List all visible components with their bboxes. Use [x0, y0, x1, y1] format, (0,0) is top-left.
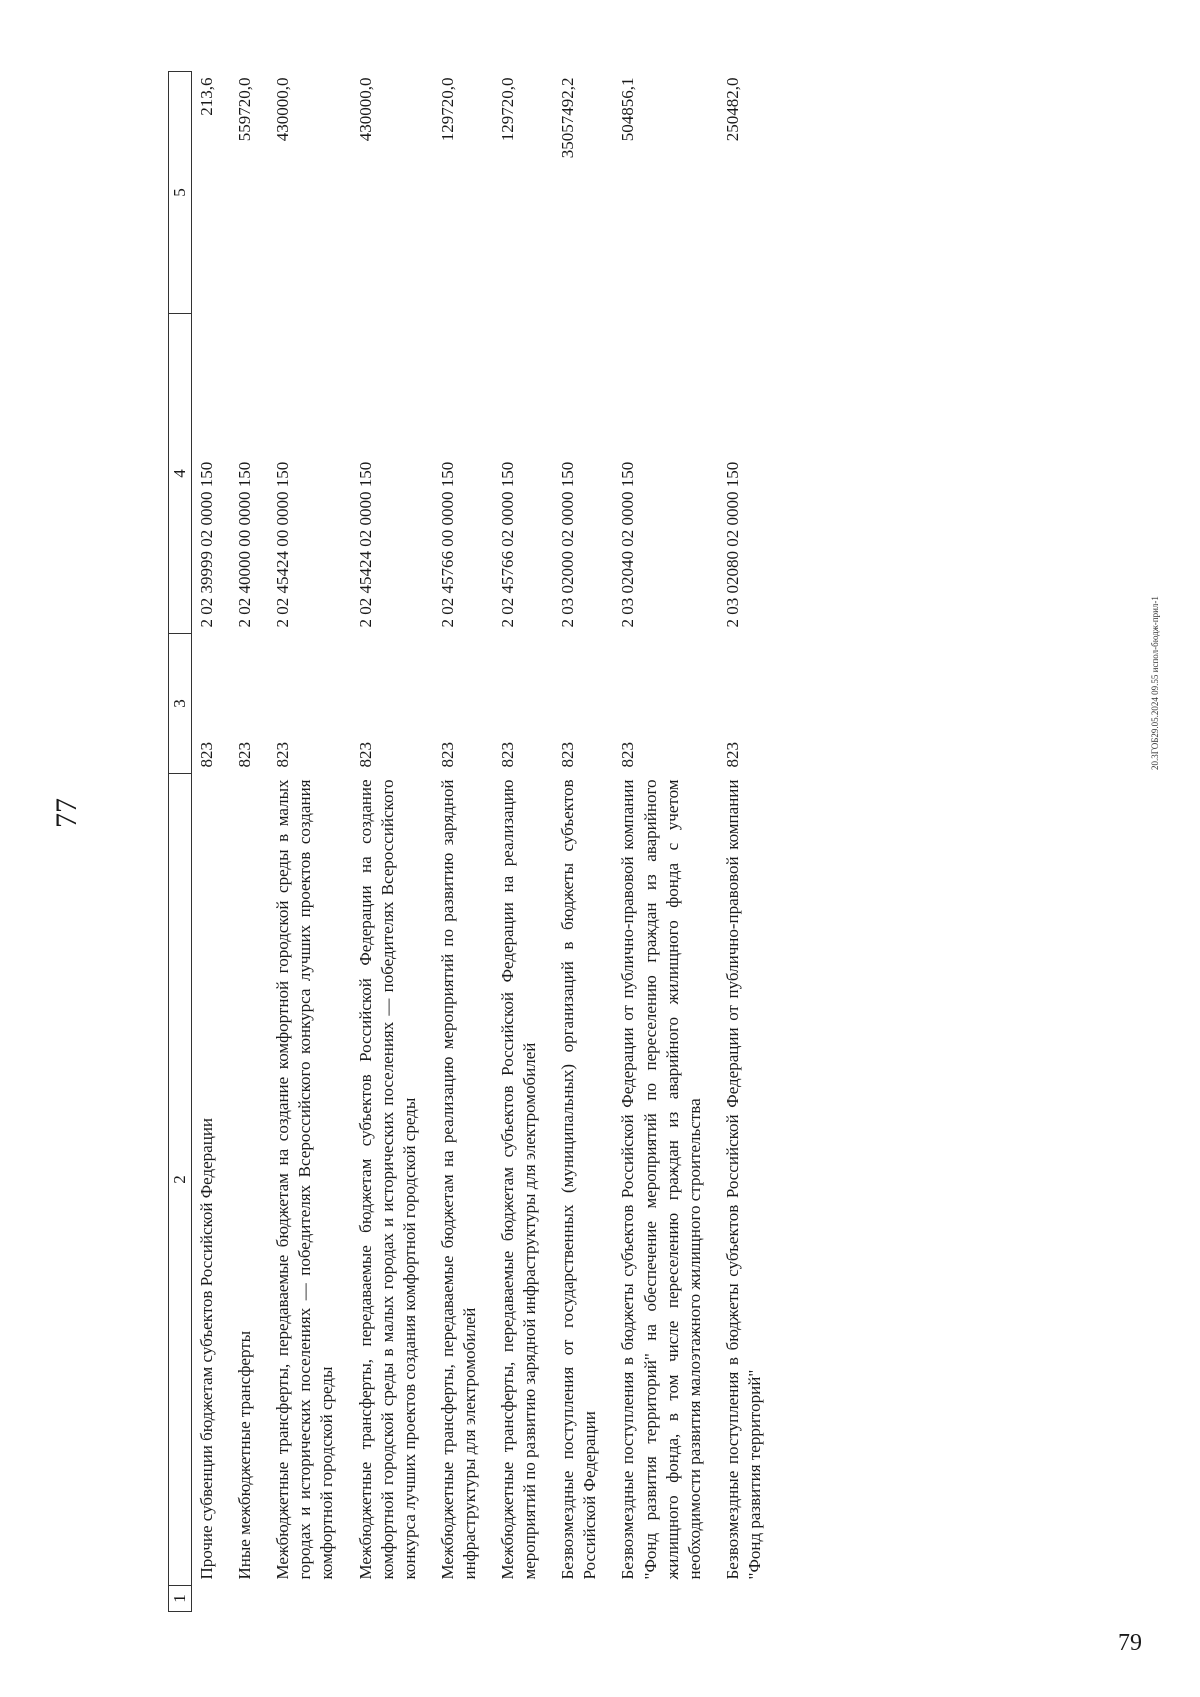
- amount-cell: 250482,0: [722, 77, 742, 142]
- budget-code-cell: 2 02 45766 00 0000 150: [437, 461, 457, 628]
- document-footer-code: 20.3ГОБ29.05.2024 09.55 испол-бюдж-прил-1: [1150, 596, 1160, 770]
- row-number-cell: [613, 1586, 717, 1612]
- row-number-cell: [433, 1586, 493, 1612]
- budget-table: [168, 71, 778, 1612]
- table-row: [268, 72, 350, 1612]
- table-row: [718, 72, 778, 1612]
- admin-code-cell: 823: [355, 742, 375, 768]
- amount-cell: 213,6: [197, 77, 217, 116]
- amount-cell: 430000,0: [355, 77, 375, 142]
- column-header-5: 5: [169, 72, 192, 314]
- budget-code-cell: 2 02 45424 00 0000 150: [273, 461, 293, 628]
- sheet-number: 79: [1118, 1630, 1142, 1656]
- budget-code-cell: 2 03 02040 02 0000 150: [618, 461, 638, 628]
- admin-code-cell: 823: [197, 742, 217, 768]
- table-header-row: [169, 72, 192, 1612]
- description-cell: Межбюджетные трансферты, передаваемые бюджетам субъектов Российской Федерации на реализацию мероприятий по развитию зарядной инфраструктуры для электромобилей: [498, 779, 540, 1580]
- description-cell: Безвозмездные поступления в бюджеты субъектов Российской Федерации от публично-правовой компании "Фонд развития территорий": [722, 779, 764, 1580]
- amount-cell: 129720,0: [437, 77, 457, 142]
- table-row: [351, 72, 433, 1612]
- description-cell: Межбюджетные трансферты, передаваемые бюджетам на реализацию мероприятий по развитию зарядной инфраструктуры для электромобилей: [437, 779, 479, 1580]
- admin-code-cell: 823: [498, 742, 518, 768]
- description-cell: Безвозмездные поступления от государственных (муниципальных) организаций в бюджеты субъектов Российской Федерации: [558, 779, 600, 1580]
- budget-table-container: [168, 72, 778, 1612]
- budget-code-cell: 2 03 02000 02 0000 150: [558, 461, 578, 628]
- budget-code-cell: 2 02 45766 02 0000 150: [498, 461, 518, 628]
- column-header-1: 1: [169, 1586, 192, 1612]
- admin-code-cell: 823: [722, 742, 742, 768]
- column-header-3: 3: [169, 634, 192, 774]
- description-cell: Межбюджетные трансферты, передаваемые бюджетам на создание комфортной городской среды в малых городах и исторических поселениях — победителях Всероссийского конкурса лучших проектов создания комфортной городской среды: [273, 779, 337, 1580]
- row-number-cell: [553, 1586, 613, 1612]
- table-row: [230, 72, 268, 1612]
- budget-code-cell: 2 02 45424 02 0000 150: [355, 461, 375, 628]
- row-number-cell: [192, 1586, 231, 1612]
- table-row: [613, 72, 717, 1612]
- amount-cell: 504856,1: [618, 77, 638, 142]
- amount-cell: 35057492,2: [558, 77, 578, 159]
- row-number-cell: [718, 1586, 778, 1612]
- row-number-cell: [493, 1586, 553, 1612]
- description-cell: Иные межбюджетные трансферты: [235, 1330, 255, 1580]
- row-number-cell: [351, 1586, 433, 1612]
- admin-code-cell: 823: [618, 742, 638, 768]
- description-cell: Безвозмездные поступления в бюджеты субъектов Российской Федерации от публично-правовой компании "Фонд развития территорий" на обеспечение мероприятий по переселению граждан из аварийного жилищного фонда, в том числе переселению граждан из аварийного жилищного фонда с учетом необходимости развития малоэтажного жилищного строительства: [618, 779, 704, 1580]
- page-number: 77: [50, 798, 83, 828]
- table-row: [192, 72, 231, 1612]
- table-row: [493, 72, 553, 1612]
- row-number-cell: [268, 1586, 350, 1612]
- budget-code-cell: 2 03 02080 02 0000 150: [722, 461, 742, 628]
- admin-code-cell: 823: [273, 742, 293, 768]
- description-cell: Прочие субвенции бюджетам субъектов Российской Федерации: [197, 1117, 217, 1580]
- row-number-cell: [230, 1586, 268, 1612]
- amount-cell: 129720,0: [498, 77, 518, 142]
- budget-code-cell: 2 02 40000 00 0000 150: [235, 461, 255, 628]
- amount-cell: 430000,0: [273, 77, 293, 142]
- amount-cell: 559720,0: [235, 77, 255, 142]
- column-header-2: 2: [169, 774, 192, 1586]
- admin-code-cell: 823: [235, 742, 255, 768]
- description-cell: Межбюджетные трансферты, передаваемые бюджетам субъектов Российской Федерации на создание комфортной городской среды в малых городах и исторических поселениях — победителях Всероссийского конкурса лучших проектов создания комфортной городской среды: [355, 779, 419, 1580]
- table-row: [433, 72, 493, 1612]
- admin-code-cell: 823: [558, 742, 578, 768]
- table-row: [553, 72, 613, 1612]
- column-header-4: 4: [169, 314, 192, 634]
- admin-code-cell: 823: [437, 742, 457, 768]
- budget-code-cell: 2 02 39999 02 0000 150: [197, 461, 217, 628]
